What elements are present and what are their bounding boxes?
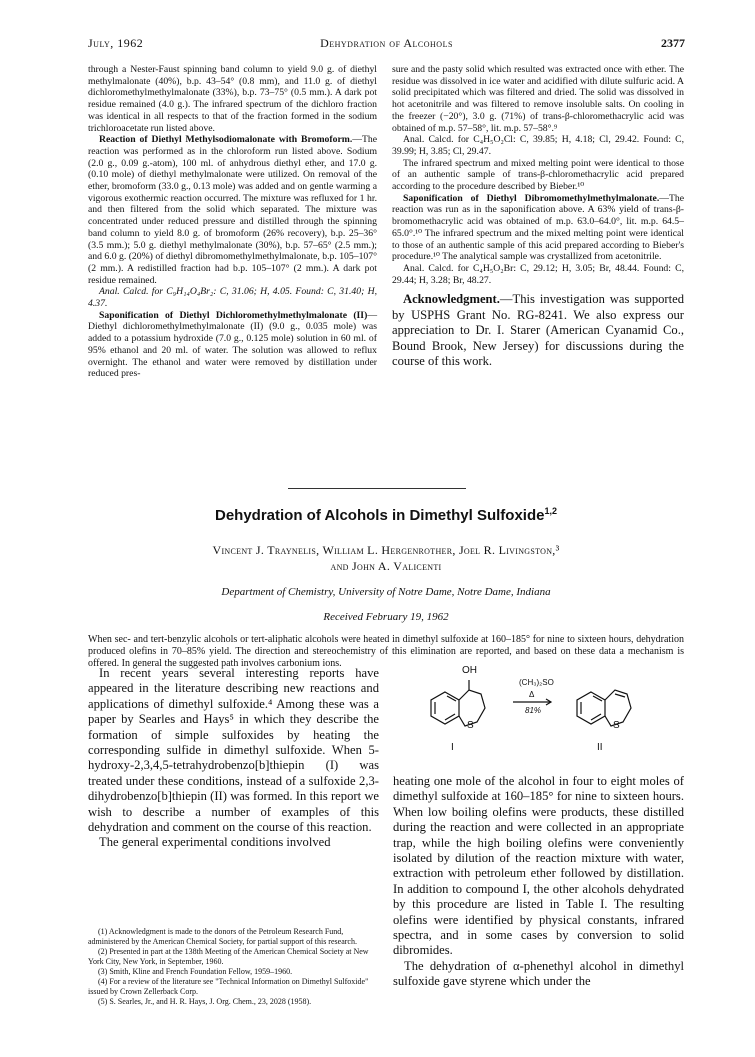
footnote: (3) Smith, Kline and French Foundation Fellow, 1959–1960. <box>98 967 293 976</box>
heat-symbol: Δ <box>529 690 535 699</box>
abstract: When sec- and tert-benzylic alcohols or tert-aliphatic alcohols were heated in dimethyl sulfoxide at 160–185° for nine to sixteen hours, dehydration produced olefins in 70–85% yield. The direction and stereochemistry of this elimination are reported, and based on these data a mechanism is offered. In general the suggested path involves carbonium ions. <box>88 634 684 670</box>
paragraph <box>392 193 684 263</box>
footnote: (5) S. Searles, Jr., and H. R. Hays, J. Org. Chem., 23, 2028 (1958). <box>98 997 312 1006</box>
sulfur-label: S <box>613 720 620 731</box>
section-divider <box>288 488 466 489</box>
authors-line: and John A. Valicenti <box>330 559 442 573</box>
acknowledgment-heading: Acknowledgment. <box>403 292 500 307</box>
paragraph: The general experimental conditions involved <box>99 835 331 850</box>
double-bond <box>447 696 456 701</box>
reagent-label: (CH₃)₂SO <box>519 678 554 687</box>
affiliation: Department of Chemistry, University of Notre Dame, Notre Dame, Indiana <box>221 586 551 598</box>
section-heading: Reaction of Diethyl Methylsodiomalonate with Bromoform. <box>99 134 353 146</box>
article-title <box>88 506 684 524</box>
paragraph: heating one mole of the alcohol in four to eight moles of dimethyl sulfoxide at 160–185° for nine to sixteen hours. When low boiling olefins were products, these distilled during the reaction and were collected in an appropriate trap, while the high boiling olefins were conveniently isolated by dilution of the reaction mixture with water, extraction with petroleum ether followed by distillation. In addition to compound I, the other alcohols dehydrated by this procedure are listed in Table I. The resulting olefins were identified by physical constants, infrared spectra, and in some cases by conversion to solid dibromides. <box>393 774 684 958</box>
section-heading: Saponification of Diethyl Dichloromethylmethylmalonate (II) <box>99 309 368 321</box>
body-left-column <box>88 666 379 851</box>
compound-label-I: I <box>451 742 454 753</box>
analysis: Anal. Calcd. for C₄H₅O₂Cl: C, 39.85; H, 4.18; Cl, 29.42. Found: C, 39.99; H, 3.85; Cl, 29.47. <box>392 134 684 157</box>
footnote: (4) For a review of the literature see "Technical Information on Dimethyl Sulfoxide" issued by Crown Zellerback Corp. <box>88 977 369 996</box>
body-right-column <box>393 774 684 990</box>
double-bond <box>593 696 602 701</box>
received-date: Received February 19, 1962 <box>323 611 449 623</box>
paragraph: sure and the pasty solid which resulted was extracted once with ether. The residue was dissolved in ice water and acidified with dilute sulfuric acid. A solid precipitated which was filtered and dried. The solid was dissolved in hot acetonitrile and was filtered to remove insoluble salts. On cooling in the freezer (−20°), 3.0 g. (71%) of trans-β-chloromethacrylic acid was obtained of m.p. 57–58°, lit. m.p. 57–58°.⁹ <box>392 64 684 134</box>
footnote: (1) Acknowledgment is made to the donors of the Petroleum Research Fund, administered by the American Chemical Society, for partial support of this research. <box>88 927 357 946</box>
title-text: Dehydration of Alcohols in Dimethyl Sulfoxide <box>215 507 545 524</box>
page-number: 2377 <box>661 36 685 50</box>
paragraph: In recent years several interesting reports have appeared in the literature describing new reactions and applications of dimethyl sulfoxide.⁴ Among these was a paper by Searles and Hays⁵ in which they describe the formation of simple sulfoxides by heating the corresponding sulfide in dimethyl sulfoxide. When 5-hydroxy-2,3,4,5-tetrahydrobenzo[b]thiepin (I) was treated under these conditions, instead of a sulfoxide 2,3-dihydrobenzo[b]thiepin (II) was formed. In this report we wish to describe a number of examples of this dehydration and comment on the course of this reaction. <box>88 666 379 835</box>
authors <box>88 542 684 574</box>
paragraph-text: —The reaction was run as in the saponification above. A 63% yield of trans-β-bromomethacrylic acid was obtained of m.p. 63.0–64.0°, lit. m.p. 64.5–65.0°.¹⁰ The infrared spectrum and the mixed melting point were identical to those of an authentic sample of this acid prepared according to Bieber's procedure.¹⁰ The analytical sample was crystallized from acetonitrile. <box>392 192 684 263</box>
authors-line: Vincent J. Traynelis, William L. Hergenrother, Joel R. Livingston,³ <box>212 543 560 557</box>
paragraph <box>88 310 377 380</box>
running-header <box>88 36 685 52</box>
double-bond <box>615 694 625 697</box>
footnotes <box>88 927 379 1007</box>
header-date: July, 1962 <box>88 36 144 50</box>
reaction-scheme <box>393 662 684 770</box>
sulfur-label: S <box>467 720 474 731</box>
analysis: Anal. Calcd. for C₉H₁₄O₄Br₂: C, 31.06; H, 4.05. Found: C, 31.40; H, 4.37. <box>88 286 377 310</box>
hydroxyl-label: OH <box>462 665 477 676</box>
paragraph-text: —Diethyl dichloromethylmethylmalonate (II) (9.0 g., 0.035 mole) was added to a potassium hydroxide (7.0 g., 0.125 mole) solution in 60 ml. of 95% ethanol and 20 ml. of water. The solution was allowed to reflux overnight. The ethanol and water were removed by distillation under reduced pres- <box>88 309 377 380</box>
footnote: (2) Presented in part at the 138th Meeting of the American Chemical Society at New York City, New York, in September, 1960. <box>88 947 369 966</box>
acknowledgment-text: —This investigation was supported by USPHS Grant No. RG-8241. We also express our appreciation to Dr. I. Starer (American Cyanamid Co., Bound Brook, New Jersey) for discussions during the course of this work. <box>392 292 684 368</box>
compound-label-II: II <box>597 742 603 753</box>
acknowledgment <box>392 292 684 369</box>
yield-label: 81% <box>525 706 542 715</box>
paragraph <box>88 134 377 286</box>
header-title: Dehydration of Alcohols <box>320 36 453 50</box>
section-heading: Saponification of Diethyl Dibromomethylmethylmalonate. <box>403 192 660 204</box>
left-column-top <box>88 64 377 380</box>
analysis: Anal. Calcd. for C₄H₅O₂Br: C, 29.12; H, 3.05; Br, 48.44. Found: C, 29.44; H, 3.28; Br, 48.27. <box>392 262 684 286</box>
paragraph: The infrared spectrum and mixed melting point were identical to those of an authentic sample of trans-β-chloromethacrylic acid prepared according to the procedure described by Bieber.¹⁰ <box>392 157 684 193</box>
right-column-top <box>392 64 684 369</box>
paragraph-text: —The reaction was performed as in the chloroform run listed above. Sodium (2.0 g., 0.09 g.-atom), 100 ml. of anhydrous diethyl ether, and 17.0 g. (0.10 mole) of diethyl methylmalonate were utilized. On removal of the ether, bromoform (33.0 g., 0.13 mole) was added and on gentle warming a vigorous exothermic reaction occurred. The mixture was refluxed for 1 hr. and then filtered from the solid which separated. The mixture was concentrated under reduced pressure and distilled through the spinning band column to yield 8.0 g. of bromoform (26% recovery), b.p. 25–36° (3.5 mm.); 5.0 g. diethyl methylmalonate (30%), b.p. 57–65° (2.5 mm.); and 6.0 g. (20%) of diethyl dibromomethylmethylmalonate, b.p. 105–107° (2 mm.). A redistilled fraction had b.p. 105–107° (2 mm.). A dark pot residue remained. <box>88 134 377 286</box>
paragraph: through a Nester-Faust spinning band column to yield 9.0 g. of diethyl methylmalonate (40%), b.p. 43–54° (0.8 mm), and 11.0 g. of diethyl dichloromethylmethylmalonate (33%), b.p. 73–75° (0.5 mm.). A dark pot residue remained (4.0 g.). The infrared spectrum of the dichloro fraction was identical in all respects to that of the fraction formed in the sodium trichloroacetate run listed above. <box>88 64 377 134</box>
paragraph: The dehydration of α-phenethyl alcohol in dimethyl sulfoxide gave styrene which under the <box>393 958 684 989</box>
title-footnote-ref: 1,2 <box>544 506 557 516</box>
